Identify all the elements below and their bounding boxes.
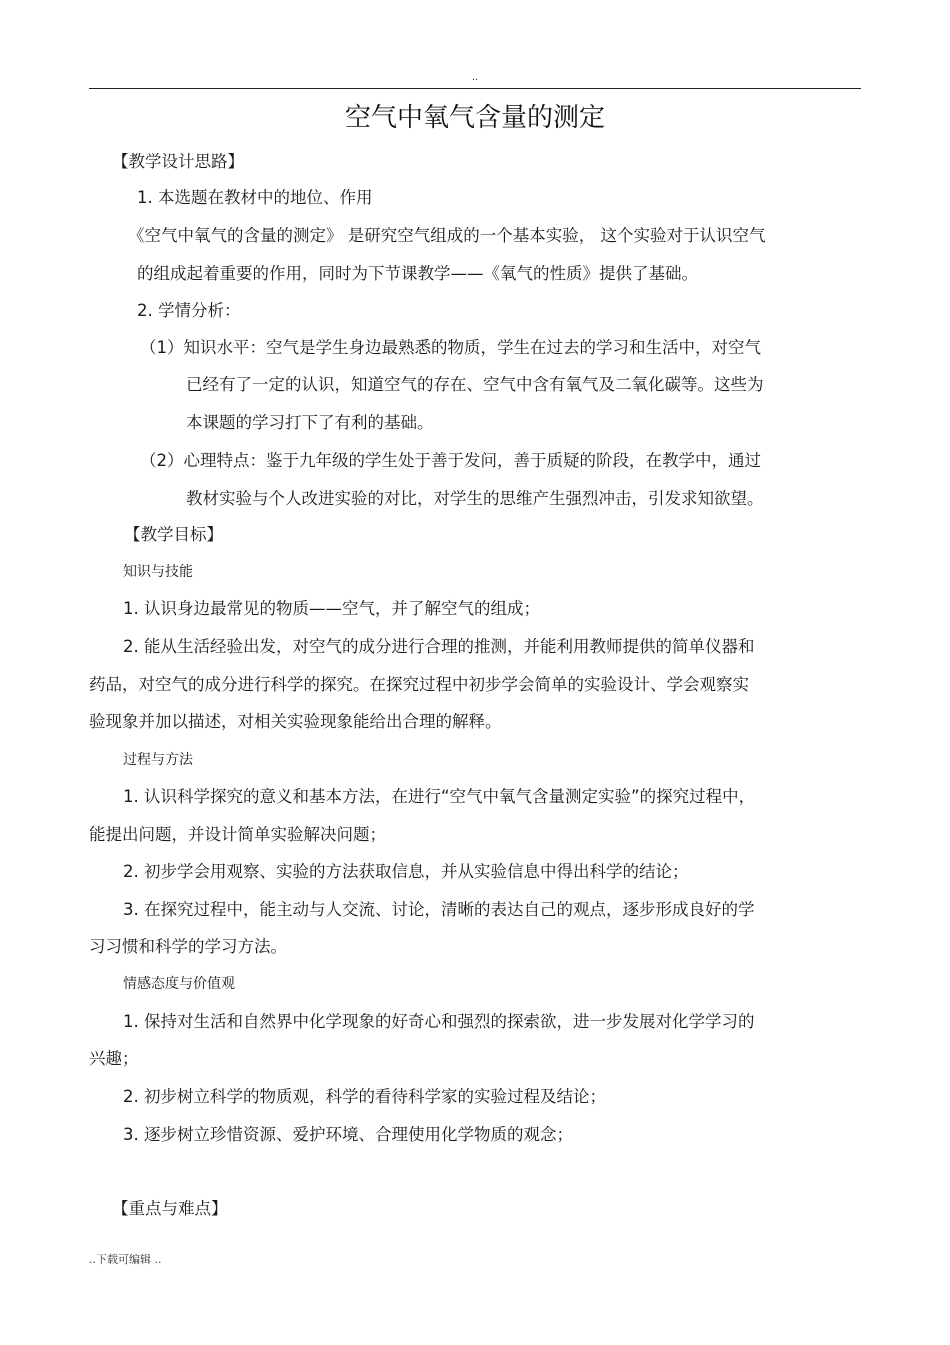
design-item1-title: 1. 本选题在教材中的地位、作用 xyxy=(137,188,373,207)
section-heading-goals: 【教学目标】 xyxy=(124,525,223,544)
goals-process-line4: 3. 在探究过程中，能主动与人交流、讨论，清晰的表达自己的观点，逐步形成良好的学 xyxy=(123,900,755,919)
page-title: 空气中氧气含量的测定 xyxy=(344,103,605,133)
goals-knowledge-line2: 2. 能从生活经验出发，对空气的成分进行合理的推测，并能利用教师提供的简单仪器和 xyxy=(123,637,755,656)
design-sub2-line2: 教材实验与个人改进实验的对比，对学生的思维产生强烈冲击，引发求知欲望。 xyxy=(186,489,764,508)
design-sub2-line1: （2）心理特点：鉴于九年级的学生处于善于发问，善于质疑的阶段，在教学中，通过 xyxy=(140,451,761,470)
design-sub1-line2: 已经有了一定的认识，知道空气的存在、空气中含有氧气及二氧化碳等。这些为 xyxy=(186,375,764,394)
header-rule xyxy=(89,88,861,89)
goals-knowledge-line3: 药品，对空气的成分进行科学的探究。在探究过程中初步学会简单的实验设计、学会观察实 xyxy=(89,675,749,694)
page-footer: ..下载可编辑 .. xyxy=(89,1253,162,1266)
goals-process-line3: 2. 初步学会用观察、实验的方法获取信息，并从实验信息中得出科学的结论； xyxy=(123,862,689,881)
goals-emotion-line1: 1. 保持对生活和自然界中化学现象的好奇心和强烈的探索欲，进一步发展对化学学习的 xyxy=(123,1012,755,1031)
goals-emotion-line2: 兴趣； xyxy=(89,1049,139,1068)
design-item1-line1: 《空气中氧气的含量的测定》 是研究空气组成的一个基本实验， 这个实验对于认识空气 xyxy=(128,226,766,245)
design-item1-line2: 的组成起着重要的作用，同时为下节课教学——《氧气的性质》提供了基础。 xyxy=(137,264,698,283)
goals-knowledge-line4: 验现象并加以描述，对相关实验现象能给出合理的解释。 xyxy=(89,712,502,731)
design-sub1-line1: （1）知识水平：空气是学生身边最熟悉的物质，学生在过去的学习和生活中，对空气 xyxy=(140,338,761,357)
goals-emotion-line4: 3. 逐步树立珍惜资源、爱护环境、合理使用化学物质的观念； xyxy=(123,1125,573,1144)
goals-emotion-line3: 2. 初步树立科学的物质观，科学的看待科学家的实验过程及结论； xyxy=(123,1087,606,1106)
goals-knowledge-line1: 1. 认识身边最常见的物质——空气，并了解空气的组成； xyxy=(123,599,540,618)
goals-process-line1: 1. 认识科学探究的意义和基本方法，在进行“空气中氧气含量测定实验”的探究过程中， xyxy=(123,787,756,806)
goals-process-line2: 能提出问题，并设计简单实验解决问题； xyxy=(89,825,386,844)
goals-knowledge-title: 知识与技能 xyxy=(123,564,193,580)
goals-process-line5: 习习惯和科学的学习方法。 xyxy=(89,937,287,956)
section-heading-design: 【教学设计思路】 xyxy=(112,152,244,171)
header-dots: .. xyxy=(471,72,479,83)
design-item2-title: 2. 学情分析： xyxy=(137,301,241,320)
section-heading-key: 【重点与难点】 xyxy=(112,1199,228,1218)
goals-emotion-title: 情感态度与价值观 xyxy=(123,976,235,992)
design-sub1-line3: 本课题的学习打下了有利的基础。 xyxy=(186,413,434,432)
goals-process-title: 过程与方法 xyxy=(123,752,193,768)
